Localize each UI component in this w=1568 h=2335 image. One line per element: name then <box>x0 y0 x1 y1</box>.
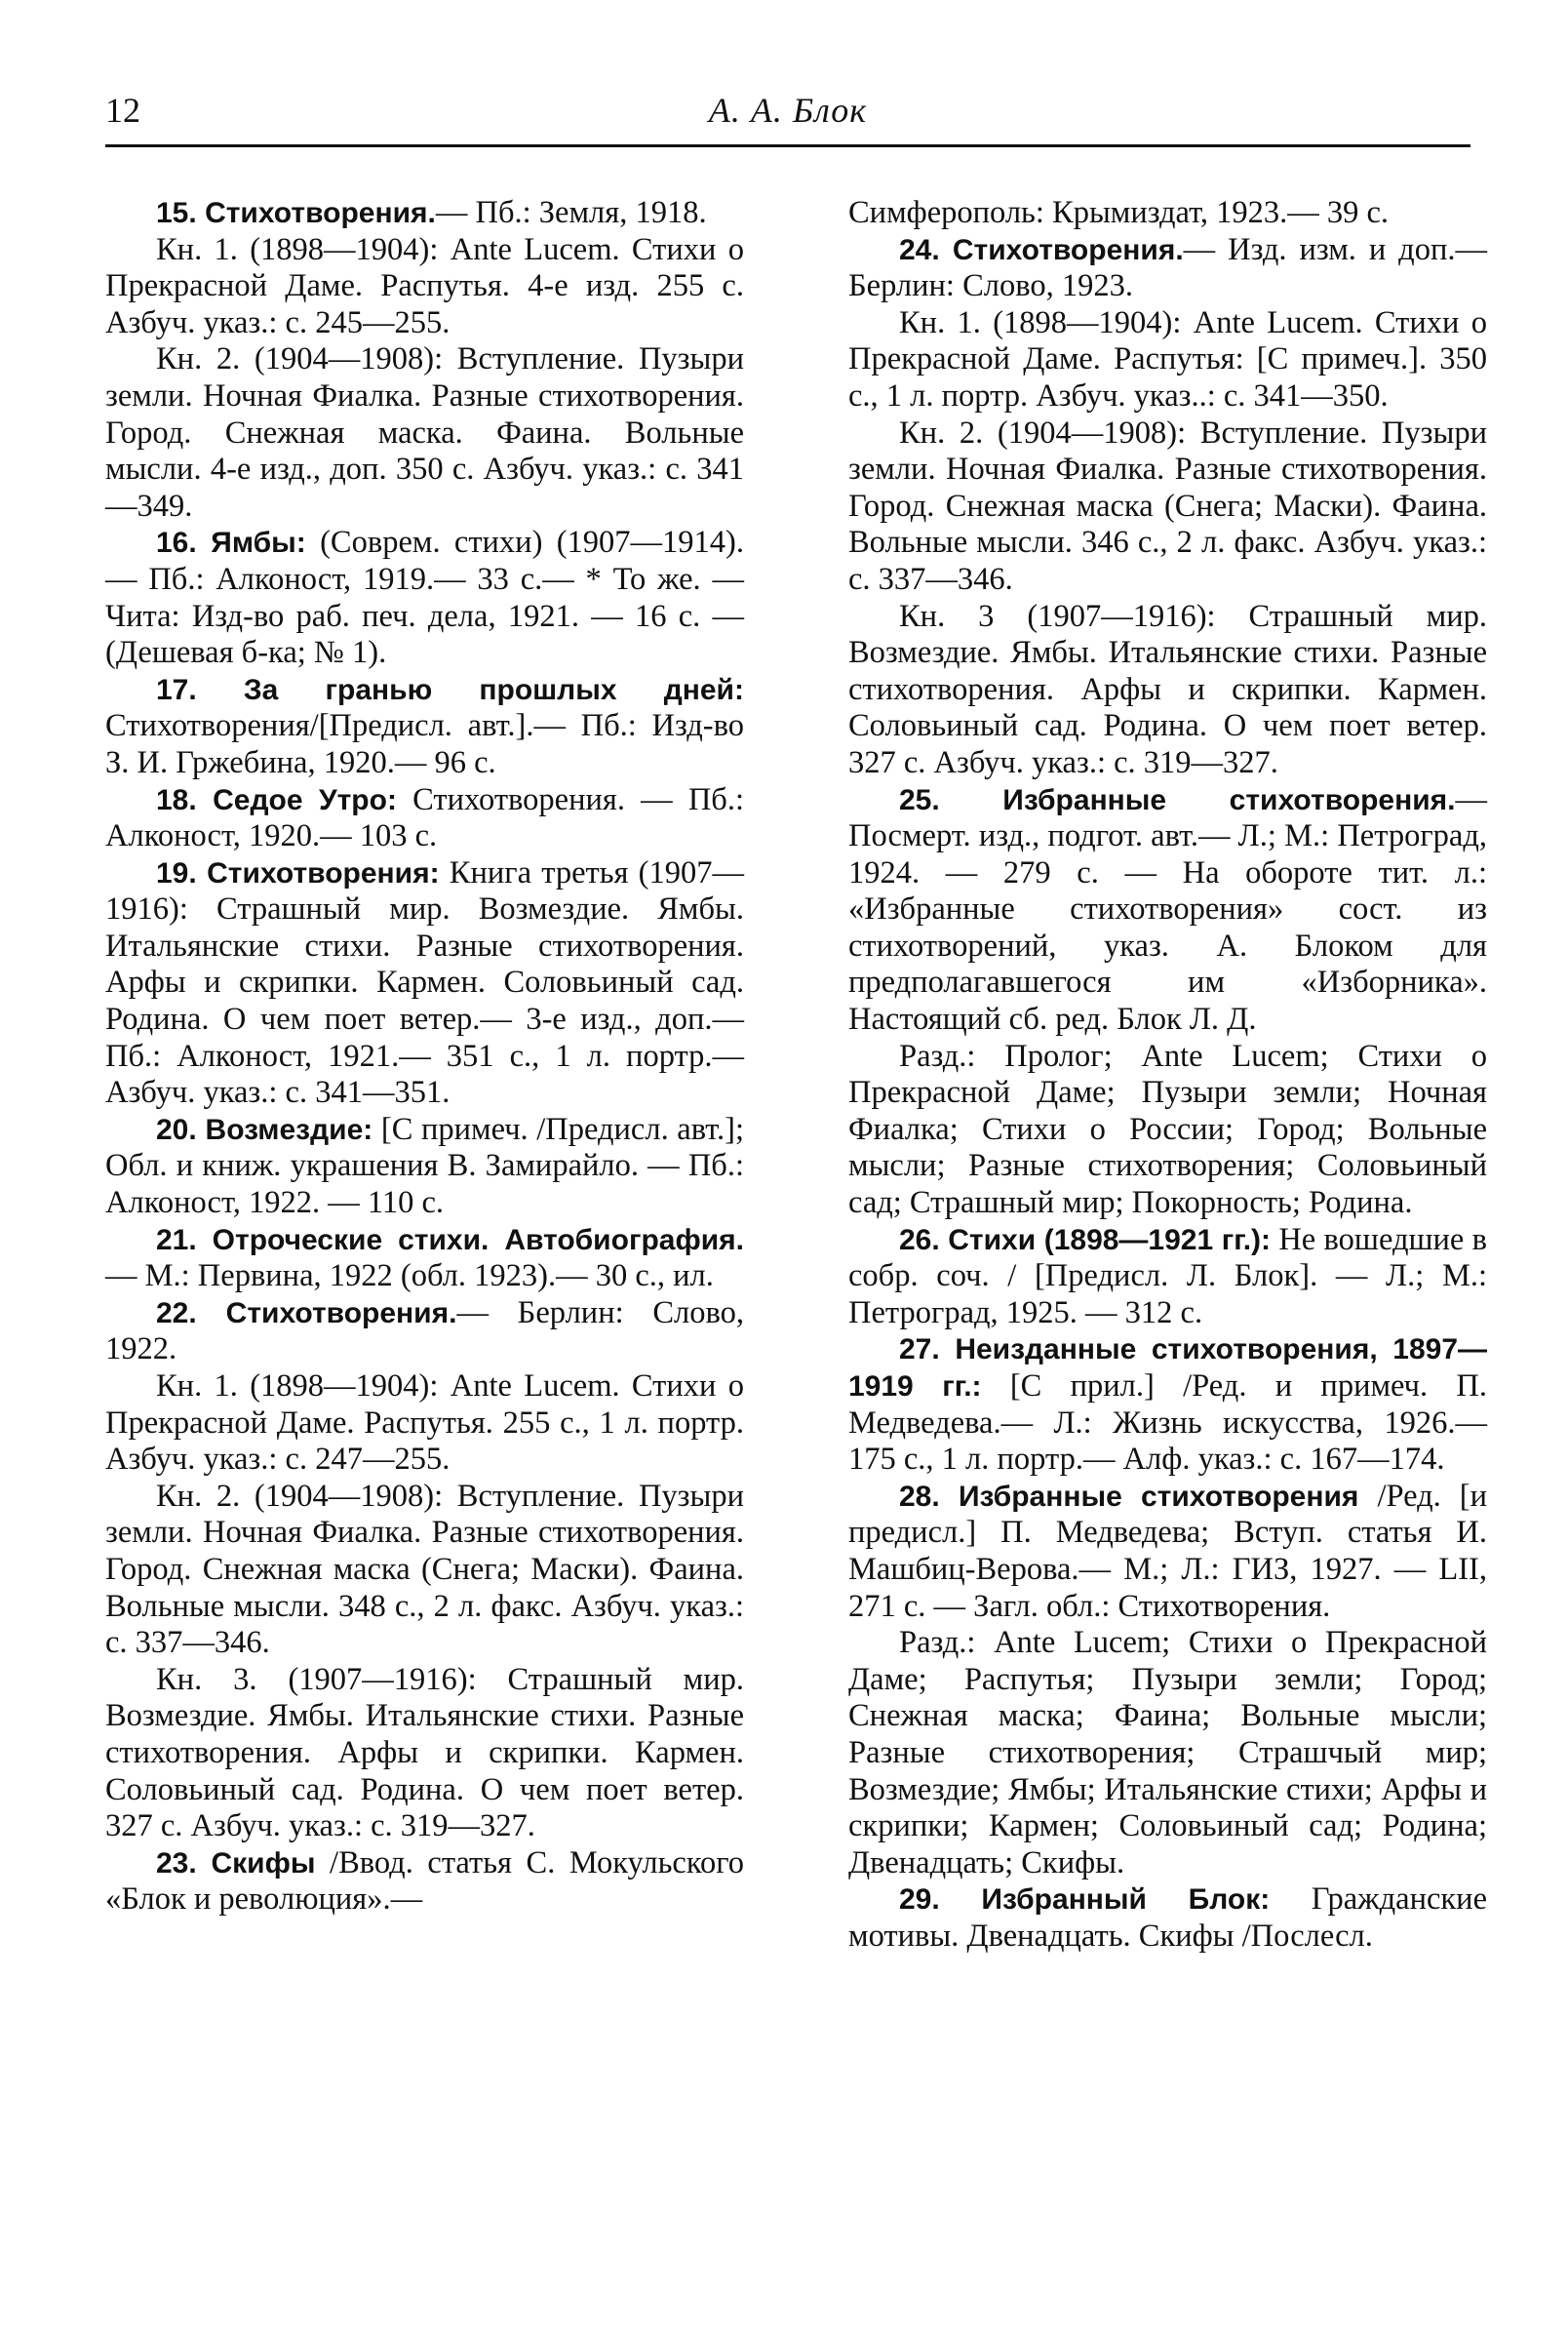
bibliography-entry <box>848 1222 1487 1332</box>
entry-title <box>899 1883 1270 1916</box>
entry-title-text: За гранью прошлых дней: <box>243 673 744 706</box>
entry-number: 28. <box>899 1480 940 1513</box>
entry-title <box>156 784 397 816</box>
entry-title-text: Возмездие: <box>205 1113 373 1146</box>
bibliography-entry <box>105 672 744 782</box>
entry-details: /Ред. [и предисл.] П. Медведева; Вступ. статья И. Машбиц-Верова.— М.; Л.: ГИЗ, 1927. — LII, 271 с. — Загл. обл.: Стихотворения. <box>848 1478 1487 1624</box>
entry-title-text: Ямбы: <box>211 527 306 560</box>
entry-text <box>105 1112 744 1222</box>
entry-details: [С прил.] /Ред. и примеч. П. Медведева.— Л.: Жизнь искусства, 1926.— 175 с., 1 л. портр.— Алф. указ.: с. 167—174. <box>848 1368 1488 1478</box>
bibliography-entry <box>848 1331 1487 1478</box>
entry-number: 17. <box>156 673 197 706</box>
entry-text <box>848 1222 1487 1332</box>
entry-volume: Кн. 2. (1904—1908): Вступление. Пузыри земли. Ночная Фиалка. Разные стихотворения. Город. Снежная маска. Фаина. Вольные мысли. 4-е изд., доп. 350 с. Азбуч. указ.: с. 341—349. <box>105 341 744 524</box>
entry-text <box>105 1295 744 1368</box>
page-header <box>105 90 1470 147</box>
entry-details: /Ввод. статья С. Мокульского «Блок и революция».— <box>105 1844 744 1918</box>
bibliography-entry <box>105 1845 744 1919</box>
entry-volume: Разд.: Ante Lucem; Стихи о Прекрасной Даме; Распутья; Пузыри земли; Город; Снежная маска; Фаина; Вольные мысли; Разные стихотворения; Страшчый мир; Возмездие; Ямбы; Итальянские стихи; Арфы и скрипки; Кармен; Соловьиный сад; Родина; Двенадцать; Скифы. <box>848 1625 1487 1880</box>
entry-title <box>156 674 744 706</box>
entry-text <box>105 672 744 782</box>
bibliography-entry <box>105 525 744 671</box>
entry-number: 20. <box>156 1113 197 1146</box>
bibliography-entry <box>848 1881 1487 1955</box>
entry-volume: Кн. 3. (1907—1916): Страшный мир. Возмездие. Ямбы. Итальянские стихи. Разные стихотворения. Арфы и скрипки. Кармен. Соловьиный сад. Родина. О чем поет ветер. 327 с. Азбуч. указ.: с. 319—327. <box>105 1661 744 1844</box>
entry-details: — Посмерт. изд., подгот. авт.— Л.; М.: Петроград, 1924. — 279 с. — На обороте тит. л.: «Избранные стихотворения» сост. из стихотворений, указ. А. Блоком для предполагавшегося им «Изборника». Настоящий сб. ред. Блок Л. Д. <box>848 781 1487 1038</box>
entry-title <box>899 1481 1358 1513</box>
bibliography-entry <box>848 1479 1487 1882</box>
entry-text <box>848 1479 1487 1625</box>
entry-title <box>899 1224 1271 1256</box>
entry-title <box>156 1847 315 1880</box>
entry-title-text: Неизданные стихотворения, 1897—1919 гг.: <box>848 1333 1487 1403</box>
entry-details: Стихотворения. — Пб.: Алконост, 1920.— 103 с. <box>105 781 745 854</box>
entry-title-text: Стихотворения: <box>207 856 440 890</box>
entry-volume: Кн. 1. (1898—1904): Ante Lucem. Стихи о Прекрасной Даме. Распутья. 4-е изд. 255 с. Азбуч. указ.: с. 245—255. <box>105 231 744 340</box>
entry-number: 21. <box>156 1223 197 1256</box>
bibliography-entry <box>105 855 744 1112</box>
entry-number: 22. <box>156 1296 197 1329</box>
entry-text <box>105 195 744 232</box>
entry-text <box>105 855 744 1112</box>
entry-text <box>848 782 1487 1039</box>
entry-details: — Берлин: Слово, 1922. <box>105 1294 744 1367</box>
entry-title-text: Стихи (1898—1921 гг.): <box>948 1223 1272 1256</box>
entry-title <box>156 197 436 229</box>
entry-text <box>105 1845 744 1919</box>
entry-number: 23. <box>156 1846 197 1880</box>
entry-volume: Кн. 2. (1904—1908): Вступление. Пузыри земли. Ночная Фиалка. Разные стихотворения. Город. Снежная маска (Снега; Маски). Фаина. Вольные мысли. 348 с., 2 л. факс. Азбуч. указ.: с. 337—346. <box>105 1478 744 1661</box>
entry-title <box>899 234 1184 266</box>
entry-title-text: Избранные стихотворения <box>958 1480 1359 1513</box>
entry-details: Стихотворения/[Предисл. авт.].— Пб.: Изд-во З. И. Гржебина, 1920.— 96 с. <box>105 708 744 780</box>
bibliography-entry <box>105 782 744 855</box>
entry-number: 19. <box>156 856 197 890</box>
right-column <box>848 195 1487 1956</box>
entry-number: 29. <box>899 1883 940 1917</box>
entry-title-text: Отроческие стихи. Автобиография. <box>212 1223 744 1256</box>
entry-volume: Кн. 1. (1898—1904): Ante Lucem. Стихи о Прекрасной Даме. Распутья. 255 с., 1 л. портр. Азбуч. указ.: с. 247—255. <box>105 1368 744 1478</box>
continuation-text: Симферополь: Крымиздат, 1923.— 39 с. <box>848 195 1390 230</box>
left-column <box>105 195 744 1919</box>
entry-number: 18. <box>156 783 197 816</box>
entry-text <box>105 782 744 855</box>
entry-volume: Кн. 1. (1898—1904): Ante Lucem. Стихи о Прекрасной Даме. Распутья: [С примеч.]. 350 с., 1 л. портр. Азбуч. указ..: с. 341—350. <box>848 304 1487 414</box>
entry-text <box>848 1331 1487 1478</box>
bibliography-entry <box>105 1295 744 1845</box>
entry-details: Не вошедшие в собр. соч. / [Предисл. Л. Блок]. — Л.; М.: Петроград, 1925. — 312 с. <box>848 1221 1487 1330</box>
entry-title-text: Скифы <box>211 1846 316 1880</box>
entry-title-text: Избранные стихотворения. <box>1002 783 1456 816</box>
bibliography-entry <box>105 1222 744 1295</box>
entry-number: 15. <box>156 197 197 229</box>
entry-text <box>105 525 744 671</box>
entry-details: — Изд. изм. и доп.— Берлин: Слово, 1923. <box>848 231 1487 304</box>
entry-title <box>156 527 306 559</box>
entry-details: (Соврем. стихи) (1907—1914).— Пб.: Алконост, 1919.— 33 с.— * То же. — Чита: Изд-во раб. печ. дела, 1921. — 16 с. — (Дешевая б-ка; № 1). <box>105 525 744 671</box>
bibliography-entry <box>848 232 1487 782</box>
entry-details: — Пб.: Земля, 1918. <box>435 195 707 230</box>
entry-number: 27. <box>899 1333 940 1366</box>
entry-title <box>156 1224 744 1256</box>
entry-number: 25. <box>899 783 940 816</box>
entry-title-text: Стихотворения. <box>225 1296 457 1329</box>
entry-number: 26. <box>899 1223 940 1256</box>
entry-details: [С примеч. /Предисл. авт.]; Обл. и книж. украшения В. Замирайло. — Пб.: Алконост, 1922. — 110 с. <box>105 1111 745 1221</box>
entry-text <box>848 1881 1487 1955</box>
entry-volume: Разд.: Пролог; Ante Lucem; Стихи о Прекрасной Даме; Пузыри земли; Ночная Фиалка; Стихи о России; Город; Вольные мысли; Разные стихотворения; Соловьиный сад; Страшный мир; Покорность; Родина. <box>848 1038 1487 1221</box>
entry-details: Книга третья (1907—1916): Страшный мир. Возмездие. Ямбы. Итальянские стихи. Разные стихотворения. Арфы и скрипки. Кармен. Соловьиный сад. Родина. О чем поет ветер.— 3-е изд., доп.— Пб.: Алконост, 1921.— 351 с., 1 л. портр.— Азбуч. указ.: с. 341—351. <box>105 854 744 1111</box>
entry-title <box>156 1297 456 1329</box>
bibliography-entry <box>848 782 1487 1222</box>
entry-title <box>156 1114 372 1146</box>
entry-text <box>105 1222 744 1295</box>
entry-title-text: Седое Утро: <box>213 783 397 816</box>
entry-details: Гражданские мотивы. Двенадцать. Скифы /Послесл. <box>848 1881 1487 1954</box>
entry-title <box>899 784 1456 816</box>
entry-number: 16. <box>156 527 197 560</box>
entry-volume: Кн. 2. (1904—1908): Вступление. Пузыри земли. Ночная Фиалка. Разные стихотворения. Город. Снежная маска (Снега; Маски). Фаина. Вольные мысли. 346 с., 2 л. факс. Азбуч. указ.: с. 337—346. <box>848 415 1487 597</box>
running-title: А. А. Блок <box>708 91 868 130</box>
entry-title-text: Стихотворения. <box>205 197 436 229</box>
entry-details: — М.: Первина, 1922 (обл. 1923).— 30 с., ил. <box>105 1258 714 1294</box>
entry-volume: Кн. 3 (1907—1916): Страшный мир. Возмездие. Ямбы. Итальянские стихи. Разные стихотворения. Арфы и скрипки. Кармен. Соловьиный сад. Родина. О чем поет ветер. 327 с. Азбуч. указ.: с. 319—327. <box>848 598 1487 780</box>
bibliography-entry <box>105 195 744 525</box>
entry-title-text: Избранный Блок: <box>981 1883 1271 1917</box>
entry-number: 24. <box>899 233 940 266</box>
bibliography-entry <box>105 1112 744 1222</box>
page-number: 12 <box>105 91 140 130</box>
entry-title-text: Стихотворения. <box>952 233 1184 266</box>
entry-text <box>848 232 1487 305</box>
entry-title <box>156 857 440 890</box>
